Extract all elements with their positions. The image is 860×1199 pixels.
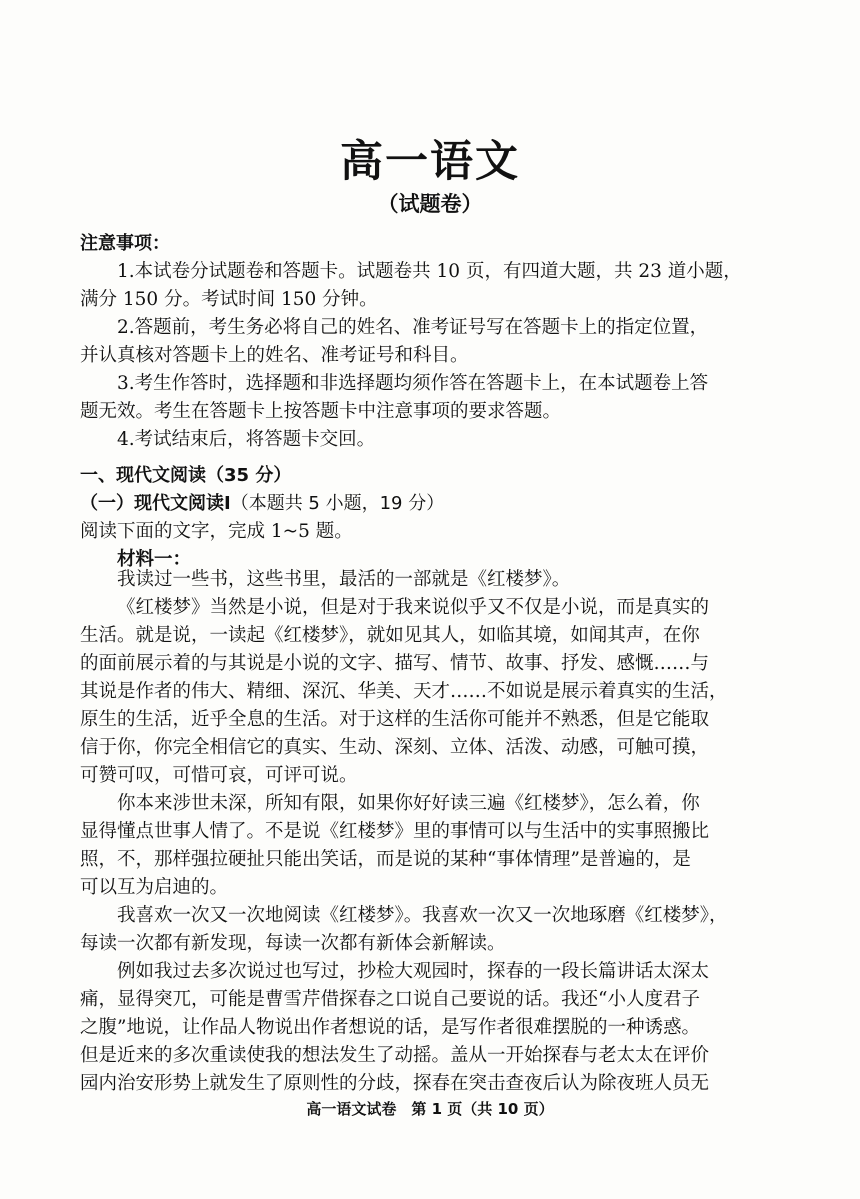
notes-line: 1.本试卷分试题卷和答题卡。试题卷共 10 页，有四道大题，共 23 道小题， (117, 261, 742, 282)
passage-line: 之腹”地说，让作品人物说出作者想说的话，是写作者很难摆脱的一种诱惑。 (80, 1017, 700, 1038)
passage-line: 但是近来的多次重读使我的想法发生了动摇。盖从一开始探春与老太太在评价 (80, 1045, 710, 1066)
passage-line: 的面前展示着的与其说是小说的文字、描写、情节、故事、抒发、感慨……与 (80, 653, 710, 674)
subsection-heading (80, 490, 786, 518)
passage-line: 园内治安形势上就发生了原则性的分歧，探春在突击查夜后认为除夜班人员无 (80, 1073, 710, 1094)
notes-line: 3.考生作答时，选择题和非选择题均须作答在答题卡上，在本试题卷上答 (117, 373, 709, 394)
passage-body (80, 566, 786, 1098)
page-footer: 高一语文试卷 第 1 页（共 10 页） (306, 1100, 554, 1118)
passage-line: 其说是作者的伟大、精细、深沉、华美、天才……不如说是展示着真实的生活， (80, 681, 728, 702)
passage-line: 显得懂点世事人情了。不是说《红楼梦》里的事情可以与生活中的实事照搬比 (80, 821, 710, 842)
notes-line: 题无效。考生在答题卡上按答题卡中注意事项的要求答题。 (80, 401, 562, 422)
exam-subtitle: （试题卷） (377, 192, 483, 216)
notes-heading: 注意事项： (80, 233, 170, 254)
notes-section (80, 230, 786, 454)
subsection-heading-bold: （一）现代文阅读Ⅰ (80, 493, 231, 514)
passage-line: 生活。就是说，一读起《红楼梦》，就如见其人，如临其境，如闻其声，在你 (80, 625, 700, 646)
passage-line: 痛，显得突兀，可能是曹雪芹借探春之口说自己要说的话。我还“小人度君子 (80, 989, 700, 1010)
reading-section (80, 462, 786, 574)
section-heading (80, 462, 786, 490)
material-label: 材料一： (117, 549, 192, 570)
passage-line: 原生的生活，近乎全息的生活。对于这样的生活你可能并不熟悉，但是它能取 (80, 709, 710, 730)
passage-line: 你本来涉世未深，所知有限，如果你好好读三遍《红楼梦》，怎么着，你 (117, 793, 700, 814)
passage-line: 照，不，那样强拉硬扯只能出笑话，而是说的某种“事体情理”是普遍的，是 (80, 849, 691, 870)
passage-line: 《红楼梦》当然是小说，但是对于我来说似乎又不仅是小说，而是真实的 (117, 597, 710, 618)
notes-line: 4.考试结束后，将答题卡交回。 (117, 429, 376, 450)
notes-line: 满分 150 分。考试时间 150 分钟。 (80, 289, 378, 310)
passage-line: 我读过一些书，这些书里，最活的一部就是《红楼梦》。 (117, 569, 571, 590)
passage-line: 信于你，你完全相信它的真实、生动、深刻、立体、活泼、动感，可触可摸， (80, 737, 710, 758)
reading-instruction: 阅读下面的文字，完成 1~5 题。 (80, 521, 353, 542)
subsection-heading-rest: （本题共 5 小题，19 分） (230, 493, 445, 514)
section-heading-text: 一、现代文阅读（35 分） (80, 465, 292, 486)
notes-line: 并认真核对答题卡上的姓名、准考证号和科目。 (80, 345, 469, 366)
notes-line: 2.答题前，考生务必将自己的姓名、准考证号写在答题卡上的指定位置， (117, 317, 709, 338)
exam-title: 高一语文 (340, 137, 520, 187)
passage-line: 我喜欢一次又一次地阅读《红楼梦》。我喜欢一次又一次地琢磨《红楼梦》， (117, 905, 728, 926)
passage-line: 每读一次都有新发现，每读一次都有新体会新解读。 (80, 933, 506, 954)
passage-line: 可以互为启迪的。 (80, 877, 229, 898)
passage-line: 例如我过去多次说过也写过，抄检大观园时，探春的一段长篇讲话太深太 (117, 961, 710, 982)
passage-line: 可赞可叹，可惜可哀，可评可说。 (80, 765, 358, 786)
